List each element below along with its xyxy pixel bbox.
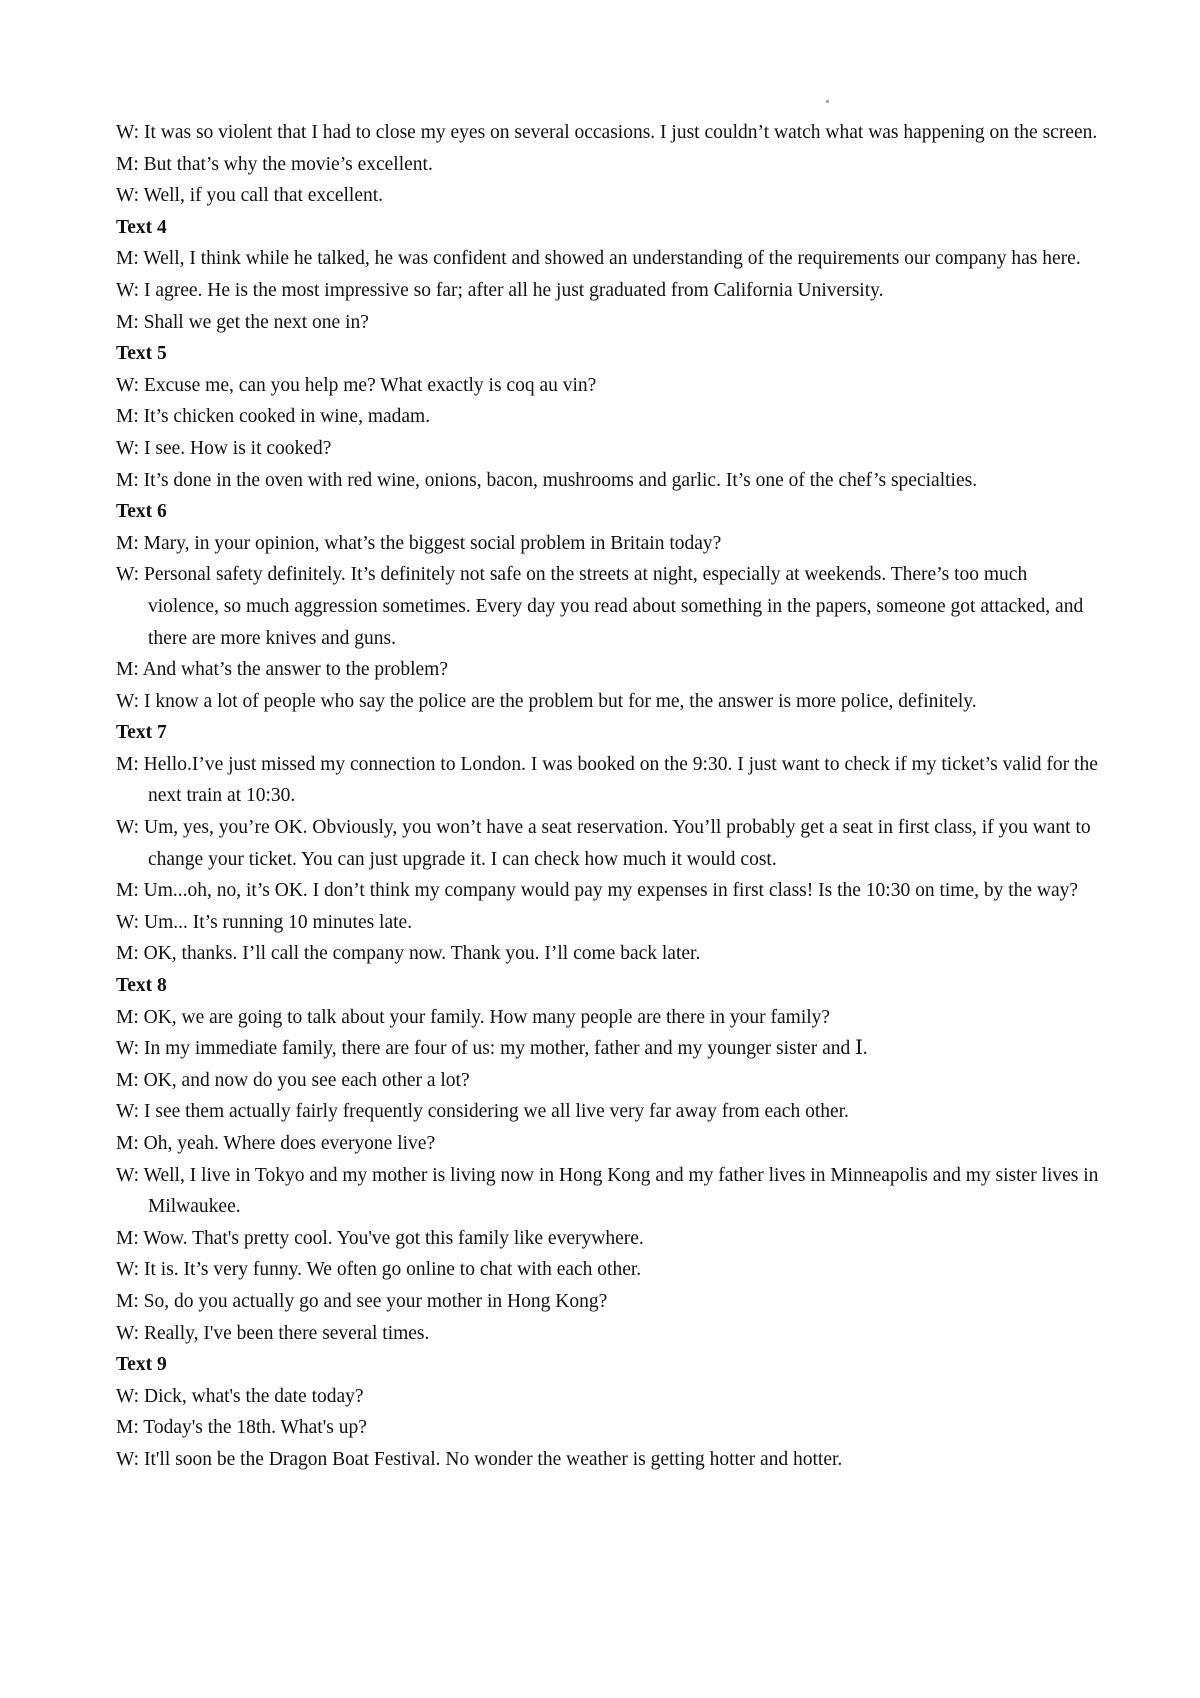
speaker-label: M: [116, 1133, 139, 1154]
scan-dot-mark [826, 100, 829, 103]
transcript-section [116, 970, 1101, 1349]
speaker-label: M: [116, 153, 139, 175]
utterance-text: Personal safety definitely. It’s definitely not safe on the streets at night, especially at weekends. There’s too much violence, so much aggression sometimes. Every day you read about something in the papers, someone got attacked, and there are more knives and guns. [143, 564, 1084, 649]
speaker-label: W: [116, 1101, 140, 1123]
dialogue-line [116, 654, 1101, 686]
dialogue-line [116, 307, 1101, 339]
speaker-label: M: [116, 1417, 139, 1439]
utterance-text: Mary, in your opinion, what’s the biggest social problem in Britain today? [143, 532, 722, 554]
dialogue-line [116, 1002, 1101, 1034]
section-heading: Text 4 [116, 216, 167, 238]
speaker-label: M: [116, 753, 139, 775]
speaker-label: W: [116, 374, 140, 396]
dialogue-line [116, 1444, 1101, 1476]
dialogue-line [116, 686, 1101, 718]
utterance-text: OK, thanks. I’ll call the company now. Thank you. I’ll come back later. [143, 943, 701, 965]
utterance-text: Um... It’s running 10 minutes late. [143, 911, 413, 933]
dialogue-line [116, 1381, 1101, 1413]
dialogue-line [116, 559, 1101, 654]
transcript-section [116, 212, 1101, 338]
utterance-text: Dick, what's the date today? [143, 1385, 364, 1407]
dialogue-line [116, 1412, 1101, 1444]
speaker-label: M: [116, 659, 139, 681]
transcript-page [116, 117, 1101, 1476]
utterance-text: Shall we get the next one in? [143, 311, 369, 333]
utterance-text: I agree. He is the most impressive so far; after all he just graduated from California University. [143, 279, 884, 301]
dialogue-line [116, 243, 1101, 275]
speaker-label: W: [116, 1259, 140, 1281]
utterance-text: Um...oh, no, it’s OK. I don’t think my company would pay my expenses in first class! Is the 10:30 on time, by the way? [143, 880, 1079, 902]
speaker-label: M: [116, 248, 139, 270]
speaker-label: M: [116, 1069, 139, 1091]
speaker-label: M: [116, 311, 139, 333]
dialogue-line [116, 149, 1101, 181]
speaker-label: M: [116, 1227, 139, 1249]
dialogue-line [116, 117, 1101, 149]
speaker-label: W: [116, 564, 140, 586]
utterance-text: And what’s the answer to the problem? [142, 659, 448, 681]
dialogue-line [116, 1160, 1101, 1223]
utterance-text: It is. It’s very funny. We often go online to chat with each other. [143, 1259, 642, 1281]
speaker-label: W: [116, 690, 140, 712]
utterance-text: I see. How is it cooked? [143, 437, 332, 459]
speaker-label: W: [116, 1164, 140, 1186]
speaker-label: W: [116, 1038, 140, 1060]
transcript-section [116, 496, 1101, 717]
section-heading: Text 7 [116, 722, 167, 744]
utterance-text: It was so violent that I had to close my eyes on several occasions. I just couldn’t watch what was happening on the screen. [143, 122, 1098, 143]
speaker-label: W: [116, 1448, 140, 1470]
utterance-text: Well, I think while he talked, he was confident and showed an understanding of the requirements our company has here. [143, 248, 1081, 270]
dialogue-line [116, 938, 1101, 970]
speaker-label: W: [116, 185, 140, 207]
speaker-label: M: [116, 532, 139, 554]
dialogue-line [116, 1223, 1101, 1255]
speaker-label: M: [116, 1290, 139, 1312]
speaker-label: W: [116, 911, 140, 933]
utterance-text: Well, I live in Tokyo and my mother is living now in Hong Kong and my father lives in Minneapolis and my sister lives in Milwaukee. [143, 1164, 1099, 1218]
utterance-text: Excuse me, can you help me? What exactly is coq au vin? [143, 374, 597, 396]
dialogue-line [116, 749, 1101, 812]
dialogue-line [116, 812, 1101, 875]
utterance-text: Oh, yeah. Where does everyone live? [143, 1133, 436, 1154]
utterance-text: It’s chicken cooked in wine, madam. [143, 406, 431, 428]
utterance-text: It'll soon be the Dragon Boat Festival. No wonder the weather is getting hotter and hotter. [143, 1448, 843, 1470]
utterance-text: In my immediate family, there are four of us: my mother, father and my younger sister and Ⅰ. [143, 1038, 868, 1060]
dialogue-line [116, 1128, 1101, 1160]
speaker-label: W: [116, 1322, 140, 1344]
utterance-text: Well, if you call that excellent. [143, 185, 384, 207]
utterance-text: OK, and now do you see each other a lot? [143, 1069, 470, 1091]
dialogue-line [116, 1318, 1101, 1350]
speaker-label: W: [116, 279, 140, 301]
dialogue-line [116, 180, 1101, 212]
dialogue-line [116, 528, 1101, 560]
utterance-text: But that’s why the movie’s excellent. [143, 153, 433, 175]
dialogue-line [116, 433, 1101, 465]
speaker-label: M: [116, 406, 139, 428]
utterance-text: OK, we are going to talk about your family. How many people are there in your family? [143, 1006, 831, 1028]
utterance-text: Hello.I’ve just missed my connection to London. I was booked on the 9:30. I just want to check if my ticket’s valid for the next train at 10:30. [143, 753, 1098, 807]
section-heading: Text 8 [116, 975, 167, 997]
utterance-text: Really, I've been there several times. [143, 1322, 430, 1344]
dialogue-line [116, 907, 1101, 939]
utterance-text: So, do you actually go and see your mother in Hong Kong? [143, 1290, 608, 1312]
section-heading: Text 5 [116, 343, 167, 365]
transcript-section [116, 117, 1101, 212]
utterance-text: Wow. That's pretty cool. You've got this family like everywhere. [143, 1227, 644, 1249]
section-heading: Text 9 [116, 1354, 167, 1376]
transcript-section [116, 338, 1101, 496]
utterance-text: Today's the 18th. What's up? [143, 1417, 367, 1439]
dialogue-line [116, 1033, 1101, 1065]
speaker-label: M: [116, 1006, 139, 1028]
utterance-text: I know a lot of people who say the police are the problem but for me, the answer is more police, definitely. [143, 690, 977, 712]
speaker-label: W: [116, 1385, 140, 1407]
dialogue-line [116, 875, 1101, 907]
speaker-label: W: [116, 122, 140, 143]
speaker-label: W: [116, 437, 140, 459]
utterance-text: I see them actually fairly frequently considering we all live very far away from each other. [143, 1101, 849, 1123]
speaker-label: W: [116, 817, 140, 839]
utterance-text: It’s done in the oven with red wine, onions, bacon, mushrooms and garlic. It’s one of the chef’s specialties. [143, 469, 978, 491]
dialogue-line [116, 401, 1101, 433]
dialogue-line [116, 1286, 1101, 1318]
dialogue-line [116, 1096, 1101, 1128]
dialogue-line [116, 465, 1101, 497]
dialogue-line [116, 370, 1101, 402]
dialogue-line [116, 1065, 1101, 1097]
speaker-label: M: [116, 880, 139, 902]
transcript-section [116, 717, 1101, 970]
speaker-label: M: [116, 943, 139, 965]
dialogue-line [116, 1254, 1101, 1286]
section-heading: Text 6 [116, 501, 167, 523]
utterance-text: Um, yes, you’re OK. Obviously, you won’t have a seat reservation. You’ll probably get a seat in first class, if you want to change your ticket. You can just upgrade it. I can check how much it would cost. [143, 817, 1091, 870]
transcript-section [116, 1349, 1101, 1475]
dialogue-line [116, 275, 1101, 307]
speaker-label: M: [116, 469, 139, 491]
